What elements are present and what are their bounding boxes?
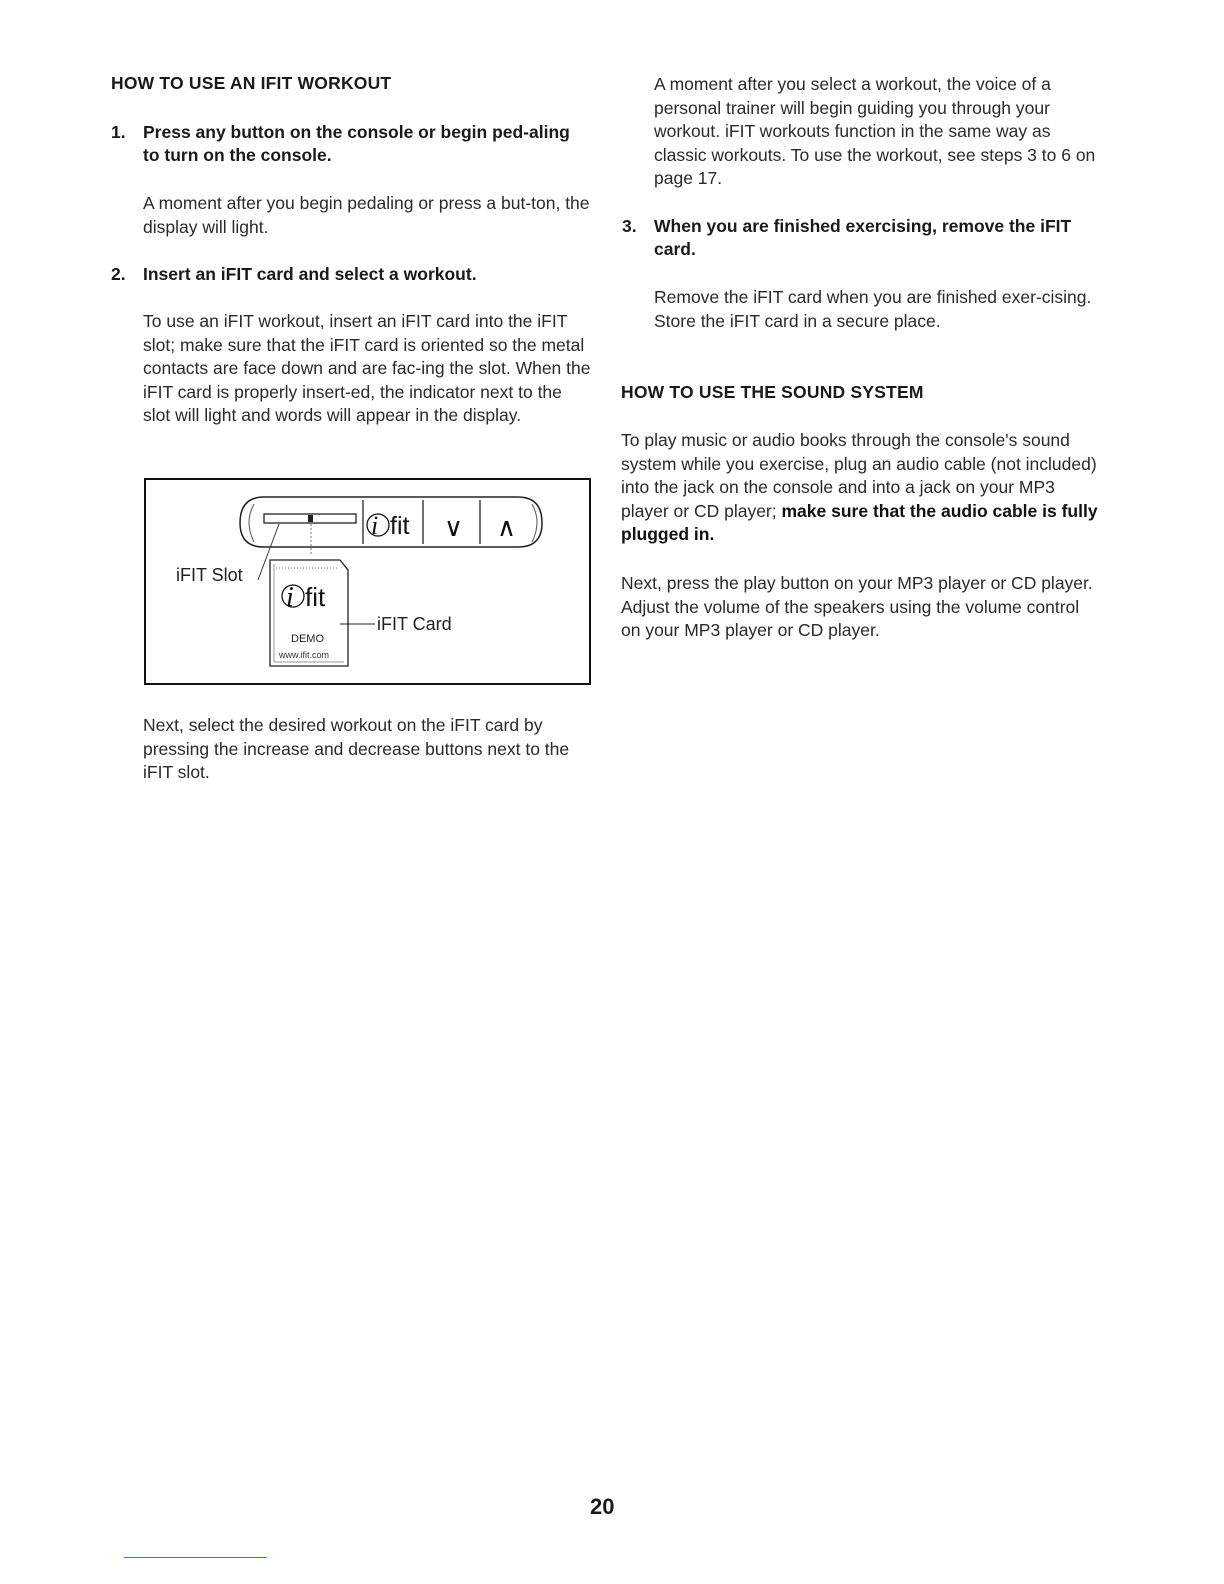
console-ifit-logo-i: i bbox=[371, 511, 379, 540]
page-number: 20 bbox=[590, 1494, 615, 1519]
sound-paragraph-1 bbox=[621, 429, 1101, 547]
section-heading-sound-system: HOW TO USE THE SOUND SYSTEM bbox=[621, 382, 924, 402]
step-2-body: To use an iFIT workout, insert an iFIT card into the iFIT slot; make sure that the iFIT card is oriented so the metal contacts are face down and are fac-ing the slot. When the iFIT card is properly insert-ed, the indicator next to the slot will light and words will appear in the display. bbox=[143, 311, 591, 425]
card-demo-text: DEMO bbox=[291, 633, 324, 645]
step-3-body: Remove the iFIT card when you are finished exer-cising. Store the iFIT card in a secure place. bbox=[654, 287, 1092, 331]
ifit-console-figure bbox=[144, 478, 591, 685]
sound-paragraph-2: Next, press the play button on your MP3 player or CD player. Adjust the volume of the speakers using the volume control on your MP3 player or CD player. bbox=[621, 573, 1093, 640]
step-3-title bbox=[622, 215, 1104, 261]
step-1-number: 1. bbox=[111, 122, 126, 142]
step-2-title-text: Insert an iFIT card and select a workout. bbox=[143, 264, 477, 284]
sound-paragraph-1-text: To play music or audio books through the console's sound system while you exercise, plug an audio cable (not included) into the jack on the console and into a jack on your MP3 player or CD player; bbox=[621, 430, 1097, 521]
card-ifit-logo-i: i bbox=[286, 582, 294, 613]
right-intro-paragraph: A moment after you select a workout, the voice of a personal trainer will begin guiding you through your workout. iFIT workouts function in the same way as classic workouts. To use the workout, see steps 3 to 6 on page 17. bbox=[654, 74, 1096, 188]
step-1-title-text: Press any button on the console or begin ped-aling to turn on the console. bbox=[143, 122, 570, 165]
after-figure-paragraph: Next, select the desired workout on the iFIT card by pressing the increase and decrease buttons next to the iFIT slot. bbox=[143, 715, 570, 782]
step-3-number: 3. bbox=[622, 216, 637, 236]
card-ifit-logo-text: fit bbox=[305, 582, 326, 612]
console-ifit-logo-text: fit bbox=[390, 512, 410, 540]
step-1-body: A moment after you begin pedaling or press a but-ton, the display will light. bbox=[143, 193, 590, 237]
ifit-card-label: iFIT Card bbox=[377, 614, 452, 634]
step-2-title bbox=[111, 263, 591, 286]
slot-indicator-icon bbox=[308, 515, 313, 522]
step-1-title bbox=[111, 121, 591, 167]
step-3-title-text: When you are finished exercising, remove the iFIT card. bbox=[654, 216, 1072, 259]
ifit-slot-label: iFIT Slot bbox=[176, 565, 243, 585]
section-heading-ifit-workout: HOW TO USE AN IFIT WORKOUT bbox=[111, 73, 392, 93]
footer-rule bbox=[124, 1557, 267, 1558]
bezel-left-curve bbox=[249, 504, 254, 542]
ifit-diagram bbox=[146, 480, 593, 687]
decrease-button[interactable]: ∨ bbox=[444, 513, 464, 543]
bezel-right-curve bbox=[532, 504, 537, 542]
card-url-text: www.ifit.com bbox=[279, 650, 330, 660]
sound-paragraph-1-emphasis: make sure that the audio cable is fully plugged in. bbox=[621, 500, 1098, 544]
step-2-number: 2. bbox=[111, 264, 126, 284]
increase-button[interactable]: ∧ bbox=[497, 513, 517, 543]
